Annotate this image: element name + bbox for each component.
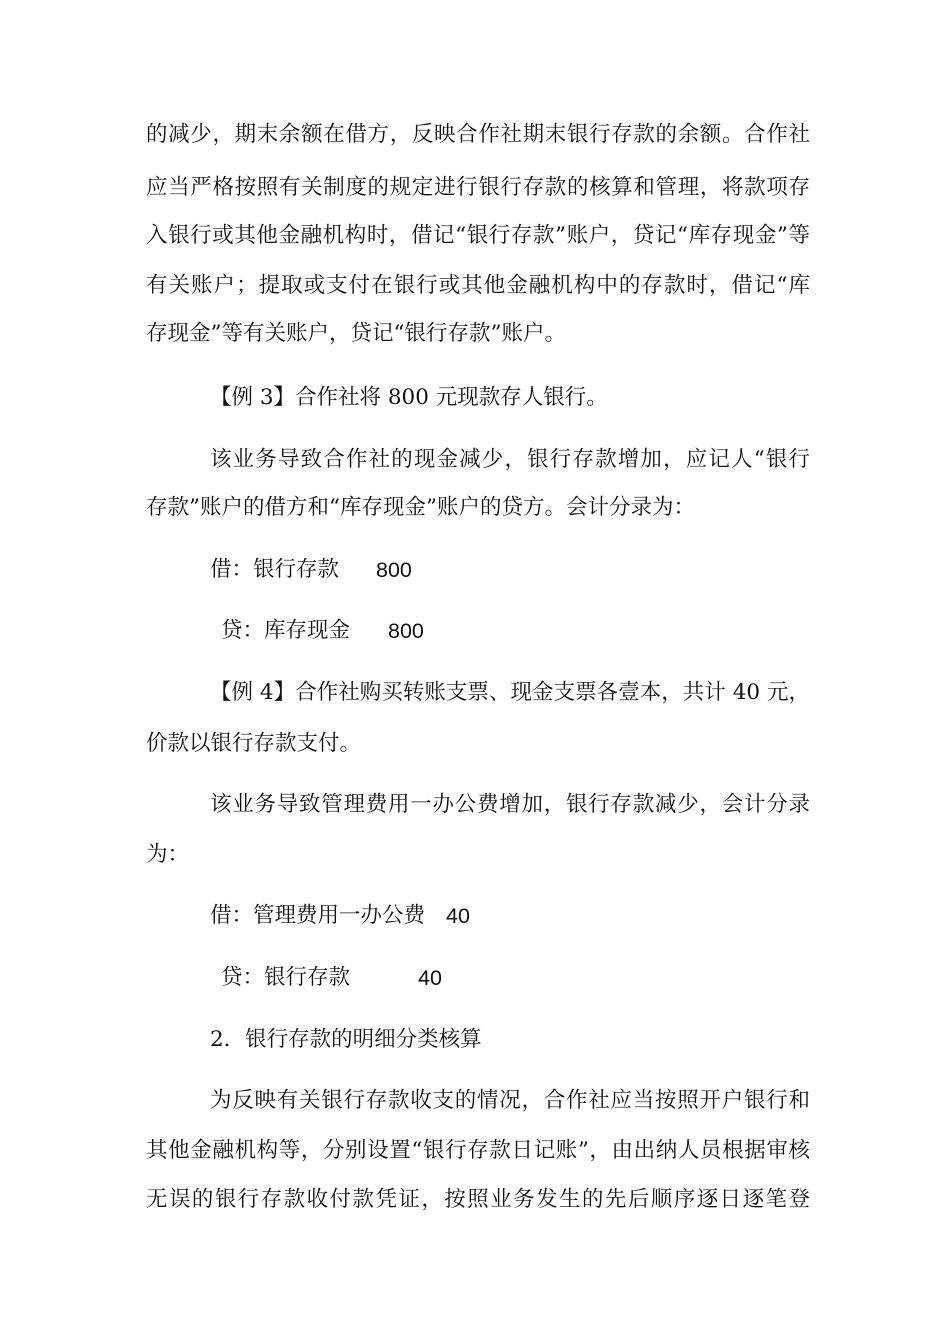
example-heading: 【例 3】合作社将 800 元现款存人银行。 (210, 385, 608, 410)
paragraph-line: 为： (146, 842, 190, 867)
journal-credit-amount: 800 (388, 619, 424, 643)
paragraph-line: 其他金融机构等，分别设置“银行存款日记账”，由出纳人员根据审核 (146, 1138, 810, 1163)
paragraph-line: 的减少，期末余额在借方，反映合作社期末银行存款的余额。合作社 (146, 122, 810, 147)
example-heading: 【例 4】合作社购买转账支票、现金支票各壹本，共计 40 元， (210, 680, 810, 705)
paragraph-line: 有关账户；提取或支付在银行或其他金融机构中的存款时，借记“库 (146, 273, 810, 298)
paragraph-line: 为反映有关银行存款收支的情况，合作社应当按照开户银行和 (210, 1088, 810, 1113)
journal-debit-amount: 800 (376, 558, 412, 582)
journal-debit-amount: 40 (446, 904, 470, 928)
paragraph-line: 该业务导致合作社的现金减少，银行存款增加，应记人“银行 (210, 447, 810, 472)
paragraph-line: 入银行或其他金融机构时，借记“银行存款”账户，贷记“库存现金”等 (146, 223, 810, 248)
paragraph-line: 价款以银行存款支付。 (146, 731, 362, 756)
paragraph-line: 应当严格按照有关制度的规定进行银行存款的核算和管理，将款项存 (146, 175, 810, 200)
paragraph-line: 存现金”等有关账户，贷记“银行存款”账户。 (146, 321, 566, 346)
journal-credit-label: 贷：银行存款 (221, 965, 351, 990)
journal-debit-label: 借：管理费用一办公费 (210, 903, 426, 928)
journal-credit-label: 贷：库存现金 (221, 618, 351, 643)
paragraph-line: 该业务导致管理费用一办公费增加，银行存款减少，会计分录 (210, 792, 810, 817)
journal-credit-amount: 40 (418, 966, 442, 990)
paragraph-line: 无误的银行存款收付款凭证，按照业务发生的先后顺序逐日逐笔登 (146, 1187, 810, 1212)
paragraph-line: 存款”账户的借方和“库存现金”账户的贷方。会计分录为： (146, 495, 695, 520)
journal-debit-label: 借：银行存款 (210, 557, 340, 582)
section-heading: 2．银行存款的明细分类核算 (210, 1027, 482, 1052)
